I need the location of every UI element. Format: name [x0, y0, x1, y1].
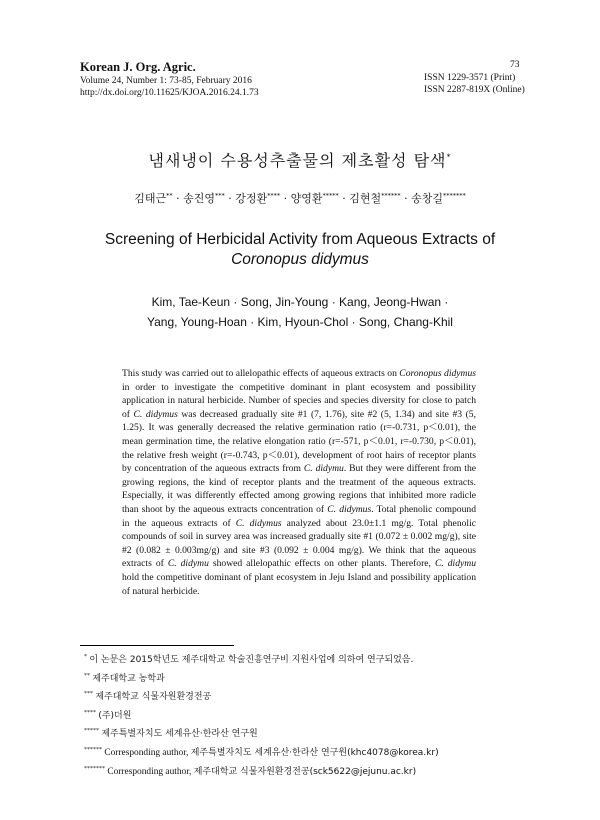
journal-name: Korean J. Org. Agric. — [80, 60, 196, 74]
footnote-text: 이 논문은 2015학년도 제주대학교 학술진흥연구비 지원사업에 의하여 연구되었음. — [89, 655, 414, 665]
issn-online: ISSN 2287-819X (Online) — [424, 85, 525, 95]
abstract-segment: showed allelopathic effects on other plants. Therefore, — [208, 558, 435, 570]
english-authors-line2: Yang, Young-Hoan · Kim, Hyoun-Chol · Song, Chang-Khil — [147, 315, 453, 329]
author-separator: · — [280, 192, 291, 205]
author-separator: · — [172, 192, 184, 205]
abstract-species-name: C. didymu — [303, 463, 344, 475]
author-affiliation-marker: ****** — [381, 191, 401, 200]
footnote-text: 제주대학교 식물자원환경전공(sck5622@jejunu.ac.kr) — [193, 766, 417, 777]
korean-author-name: 양영환 — [290, 192, 323, 205]
footnote-item — [84, 706, 524, 725]
footnote-marker: **** — [84, 709, 96, 716]
issn-block — [424, 72, 525, 96]
abstract-species-name: C. didymu — [167, 558, 209, 570]
footnote-item — [84, 743, 524, 762]
korean-author-name: 송진영 — [183, 192, 215, 205]
author-affiliation-marker: *** — [214, 191, 225, 200]
english-authors-line1: Kim, Tae-Keun · Song, Jin-Young · Kang, Jeong-Hwan · — [151, 295, 449, 309]
author-affiliation-marker: ** — [166, 191, 173, 200]
korean-author-list — [0, 190, 600, 206]
korean-author-name: 강정환 — [235, 192, 268, 205]
abstract-segment: . Total phenolic compound in the aqueous extracts of — [122, 503, 476, 529]
author-affiliation-marker: ***** — [322, 191, 339, 200]
footnote-text: 제주대학교 식물자원환경전공 — [95, 692, 212, 703]
page-number: 73 — [510, 60, 520, 70]
abstract-segment: in order to investigate the competitive dominant in plant ecosystem and possibility application in natural herbicide. Number of species and species diversity for close to patch of — [122, 381, 476, 420]
footnote-text: 제주특별자치도 세계유산·한라산 연구원 — [101, 729, 258, 740]
korean-title-text: 냄새냉이 수용성추출물의 제초활성 탐색 — [148, 151, 447, 170]
footnote-prefix: Corresponding author, — [107, 766, 192, 777]
footnote-marker: ** — [84, 672, 90, 679]
doi-link[interactable]: http://dx.doi.org/10.11625/KJOA.2016.24.1.73 — [80, 88, 259, 98]
abstract-segment: hold the competitive dominant of plant ecosystem in Jeju Island and possibility application of natural herbicide. — [122, 571, 476, 597]
footnote-item — [84, 762, 524, 781]
footnote-marker: *** — [84, 691, 93, 698]
footnote-marker: ******* — [84, 765, 105, 772]
footnote-item — [84, 687, 524, 706]
footnote-item — [84, 650, 524, 669]
korean-author-name: 김현철 — [349, 192, 382, 205]
volume-info: Volume 24, Number 1: 73-85, February 2016 — [80, 76, 252, 86]
english-author-list — [0, 292, 600, 332]
author-affiliation-marker: ******* — [443, 191, 466, 200]
footnote-text: (주)더원 — [98, 710, 132, 721]
footnote-marker: ***** — [84, 728, 99, 735]
abstract-species-name: C. didymus — [327, 503, 372, 515]
abstract-segment: This study was carried out to allelopathic effects of aqueous extracts on — [122, 368, 400, 379]
korean-author-name: 송창길 — [411, 192, 444, 205]
author-separator: · — [338, 192, 350, 205]
korean-author-name: 김태근 — [134, 192, 167, 205]
abstract-text — [122, 367, 476, 598]
english-title — [0, 230, 600, 270]
footnote-list — [84, 650, 524, 780]
author-affiliation-marker: **** — [267, 191, 281, 200]
footnote-text: 제주특별자치도 세계유산·한라산 연구원(khc4078@korea.kr) — [190, 747, 439, 758]
abstract-segment: was decreased gradually site #1 (7, 1.76), site #2 (5, 1.34) and site #3 (5, 1.25). It was generally decreased the relative germination ratio (r=-0.731, p＜0.01), the mean germination time, the relative elongation ratio (r=-571, p＜0.01, r=-0.730, p＜0.01), the relative fresh weight (r=-0.743, p＜0.01), development of root hairs of receptor plants by concentration of the aqueous extracts from — [122, 408, 477, 475]
issn-print: ISSN 1229-3571 (Print) — [424, 73, 516, 83]
abstract-species-name: Coronopus didymus — [399, 368, 476, 379]
abstract-segment: . But they were different from the growing regions, the kind of receptor plants and the treatment of the aqueous extracts. Especially, it was differently effected among growing regions that inhibited more radicle than shoot by the aqueous extracts concentration of — [122, 463, 476, 515]
abstract-species-name: C. didymus — [235, 517, 282, 529]
footnote-divider — [80, 645, 234, 646]
footnote-text: 제주대학교 농학과 — [92, 673, 165, 684]
english-title-line1: Screening of Herbicidal Activity from Aqueous Extracts of — [104, 231, 496, 248]
footnote-item — [84, 724, 524, 743]
author-separator: · — [400, 192, 412, 205]
author-separator: · — [224, 192, 236, 205]
abstract-segment: analyzed about 23.0±1.1 mg/g. Total phenolic compounds of soil in survey area was increased gradually site #1 (0.072 ± 0.002 mg/g), site #2 (0.082 ± 0.003mg/g) and site #3 (0.092 ± 0.004 mg/g). We think that the aqueous extracts of — [122, 517, 476, 570]
abstract-species-name: C. didymus — [133, 408, 178, 420]
footnote-item — [84, 669, 524, 688]
footnote-marker: * — [84, 654, 87, 660]
korean-title-marker: * — [446, 152, 452, 162]
journal-header — [80, 60, 259, 99]
english-title-line2: Coronopus didymus — [231, 251, 369, 268]
abstract-species-name: C. didymu — [434, 558, 476, 570]
korean-title — [0, 148, 600, 171]
footnote-prefix: Corresponding author, — [104, 747, 189, 758]
footnote-marker: ****** — [84, 746, 102, 753]
